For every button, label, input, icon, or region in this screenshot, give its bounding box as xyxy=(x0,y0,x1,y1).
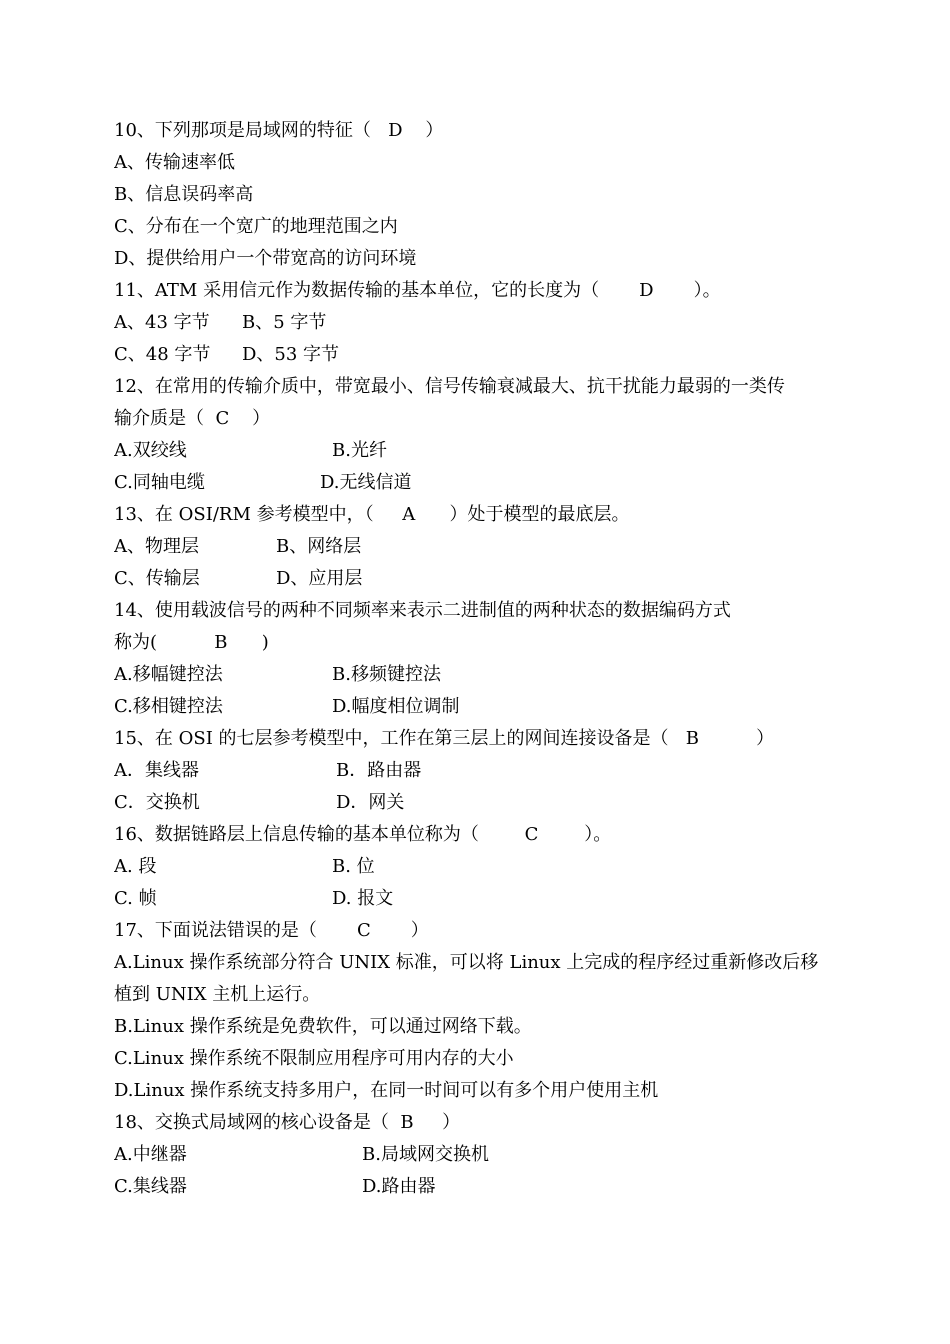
question-11-option-a: A、43 字节 xyxy=(114,312,210,333)
question-13-options-row-2 xyxy=(114,563,874,595)
question-15-option-c: C．交换机 xyxy=(114,792,200,813)
question-18-option-c: C.集线器 xyxy=(114,1176,187,1197)
question-14-options-row-2 xyxy=(114,691,874,723)
question-12-stem-continued: 输介质是（ C ） xyxy=(114,408,271,429)
question-16-stem: 16、数据链路层上信息传输的基本单位称为（ C ）。 xyxy=(114,824,612,845)
question-13-option-b: B、网络层 xyxy=(276,536,362,557)
question-10-option-d: D、提供给用户一个带宽高的访问环境 xyxy=(114,248,417,269)
question-10-option-b: B、信息误码率高 xyxy=(114,184,254,205)
question-12-option-b: B.光纤 xyxy=(332,440,387,461)
question-16-options-row-1 xyxy=(114,851,874,883)
question-12-option-c: C.同轴电缆 xyxy=(114,472,205,493)
question-18-options-row-1 xyxy=(114,1139,874,1171)
question-13-stem: 13、在 OSI/RM 参考模型中，（ A ）处于模型的最底层。 xyxy=(114,504,630,525)
question-13-option-a: A、物理层 xyxy=(114,536,199,557)
question-13-options-row-1 xyxy=(114,531,874,563)
question-16-option-d: D. 报文 xyxy=(332,888,394,909)
question-14-option-b: B.移频键控法 xyxy=(332,664,441,685)
question-11-options-row-2 xyxy=(114,339,874,371)
question-17-option-a-continued: 植到 UNIX 主机上运行。 xyxy=(114,984,321,1005)
question-15-option-a: A．集线器 xyxy=(114,760,199,781)
question-12-options-row-1 xyxy=(114,435,874,467)
question-16-option-c: C. 帧 xyxy=(114,888,157,909)
question-18-stem: 18、交换式局域网的核心设备是（ B ） xyxy=(114,1112,461,1133)
question-11-options-row-1 xyxy=(114,307,874,339)
question-10-option-a: A、传输速率低 xyxy=(114,152,235,173)
question-16-options-row-2 xyxy=(114,883,874,915)
question-13-option-c: C、传输层 xyxy=(114,568,200,589)
question-17-option-d: D.Linux 操作系统支持多用户，在同一时间可以有多个用户使用主机 xyxy=(114,1080,659,1101)
question-11-option-d: D、53 字节 xyxy=(242,344,340,365)
question-18-option-a: A.中继器 xyxy=(114,1144,187,1165)
question-10-stem: 10、下列那项是局域网的特征（ D ） xyxy=(114,120,444,141)
question-12-stem: 12、在常用的传输介质中，带宽最小、信号传输衰减最大、抗干扰能力最弱的一类传 xyxy=(114,376,785,397)
question-15-option-b: B．路由器 xyxy=(336,760,422,781)
question-17-option-b: B.Linux 操作系统是免费软件，可以通过网络下载。 xyxy=(114,1016,532,1037)
question-18-option-b: B.局域网交换机 xyxy=(362,1144,489,1165)
question-17-stem: 17、下面说法错误的是（ C ） xyxy=(114,920,429,941)
question-16-option-b: B. 位 xyxy=(332,856,375,877)
question-17-option-a: A.Linux 操作系统部分符合 UNIX 标准，可以将 Linux 上完成的程序经过重新修改后移 xyxy=(114,952,819,973)
question-14-options-row-1 xyxy=(114,659,874,691)
question-12-option-a: A.双绞线 xyxy=(114,440,187,461)
question-17-option-c: C.Linux 操作系统不限制应用程序可用内存的大小 xyxy=(114,1048,514,1069)
question-11-option-c: C、48 字节 xyxy=(114,344,211,365)
question-14-stem-continued: 称为( B ) xyxy=(114,632,269,653)
question-12-options-row-2 xyxy=(114,467,874,499)
question-12-option-d: D.无线信道 xyxy=(320,472,412,493)
question-15-options-row-2 xyxy=(114,787,874,819)
question-11-option-b: B、5 字节 xyxy=(242,312,327,333)
question-14-option-c: C.移相键控法 xyxy=(114,696,223,717)
question-14-stem: 14、使用载波信号的两种不同频率来表示二进制值的两种状态的数据编码方式 xyxy=(114,600,731,621)
question-15-stem: 15、在 OSI 的七层参考模型中，工作在第三层上的网间连接设备是（ B ） xyxy=(114,728,775,749)
question-15-options-row-1 xyxy=(114,755,874,787)
question-18-option-d: D.路由器 xyxy=(362,1176,436,1197)
question-13-option-d: D、应用层 xyxy=(276,568,363,589)
question-14-option-a: A.移幅键控法 xyxy=(114,664,223,685)
question-18-options-row-2 xyxy=(114,1171,874,1203)
question-14-option-d: D.幅度相位调制 xyxy=(332,696,460,717)
exam-page xyxy=(114,115,874,1203)
question-15-option-d: D．网关 xyxy=(336,792,405,813)
question-10-option-c: C、分布在一个宽广的地理范围之内 xyxy=(114,216,398,237)
question-16-option-a: A. 段 xyxy=(114,856,157,877)
question-11-stem: 11、ATM 采用信元作为数据传输的基本单位，它的长度为（ D ）。 xyxy=(114,280,721,301)
